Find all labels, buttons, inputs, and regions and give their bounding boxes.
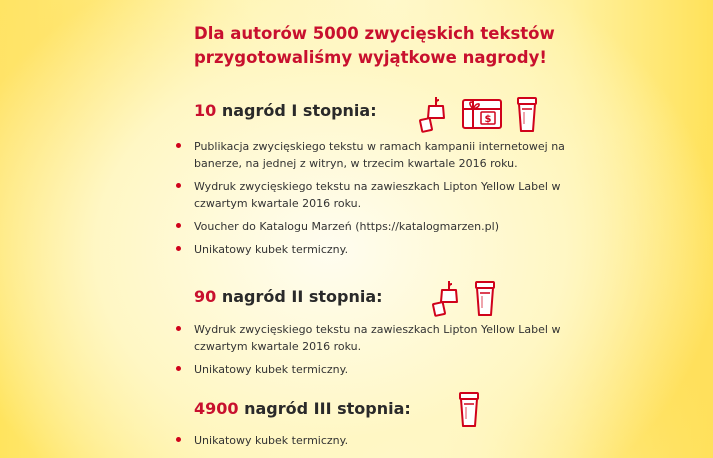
- headline: [194, 22, 614, 70]
- thermal-mug-icon: [458, 391, 480, 429]
- thermal-mug-icon: [474, 280, 496, 318]
- tier-1-prize-list: [176, 138, 576, 258]
- tier-2-title: [194, 287, 383, 306]
- tier-3-title: [194, 399, 411, 418]
- tier-3-prize-list: [176, 432, 576, 449]
- list-item: Unikatowy kubek termiczny.: [176, 361, 576, 378]
- tier-3-count: 4900: [194, 399, 239, 418]
- list-item: Unikatowy kubek termiczny.: [176, 432, 576, 449]
- tier-1-count: 10: [194, 101, 217, 120]
- tier-1-title: [194, 101, 377, 120]
- list-item: Voucher do Katalogu Marzeń (https://katalogmarzen.pl): [176, 218, 576, 235]
- tier-2-label: nagród II stopnia:: [221, 287, 383, 306]
- list-item: Unikatowy kubek termiczny.: [176, 241, 576, 258]
- tea-tag-icon: [418, 94, 448, 134]
- tea-tag-icon: [431, 278, 461, 318]
- headline-line-1: Dla autorów 5000 zwycięskich tekstów: [194, 24, 555, 43]
- list-item: Publikacja zwycięskiego tekstu w ramach kampanii internetowej na banerze, na jednej z witryn, w trzecim kwartale 2016 roku.: [176, 138, 576, 172]
- list-item: Wydruk zwycięskiego tekstu na zawieszkach Lipton Yellow Label w czwartym kwartale 2016 roku.: [176, 321, 576, 355]
- voucher-icon: [461, 98, 503, 130]
- tier-2-prize-list: [176, 321, 576, 378]
- list-item: Wydruk zwycięskiego tekstu na zawieszkach Lipton Yellow Label w czwartym kwartale 2016 roku.: [176, 178, 576, 212]
- svg-text:$: $: [484, 114, 492, 125]
- tier-1-label: nagród I stopnia:: [221, 101, 377, 120]
- headline-line-2: przygotowaliśmy wyjątkowe nagrody!: [194, 48, 547, 67]
- tier-3-label: nagród III stopnia:: [244, 399, 411, 418]
- thermal-mug-icon: [516, 96, 538, 134]
- tier-2-count: 90: [194, 287, 217, 306]
